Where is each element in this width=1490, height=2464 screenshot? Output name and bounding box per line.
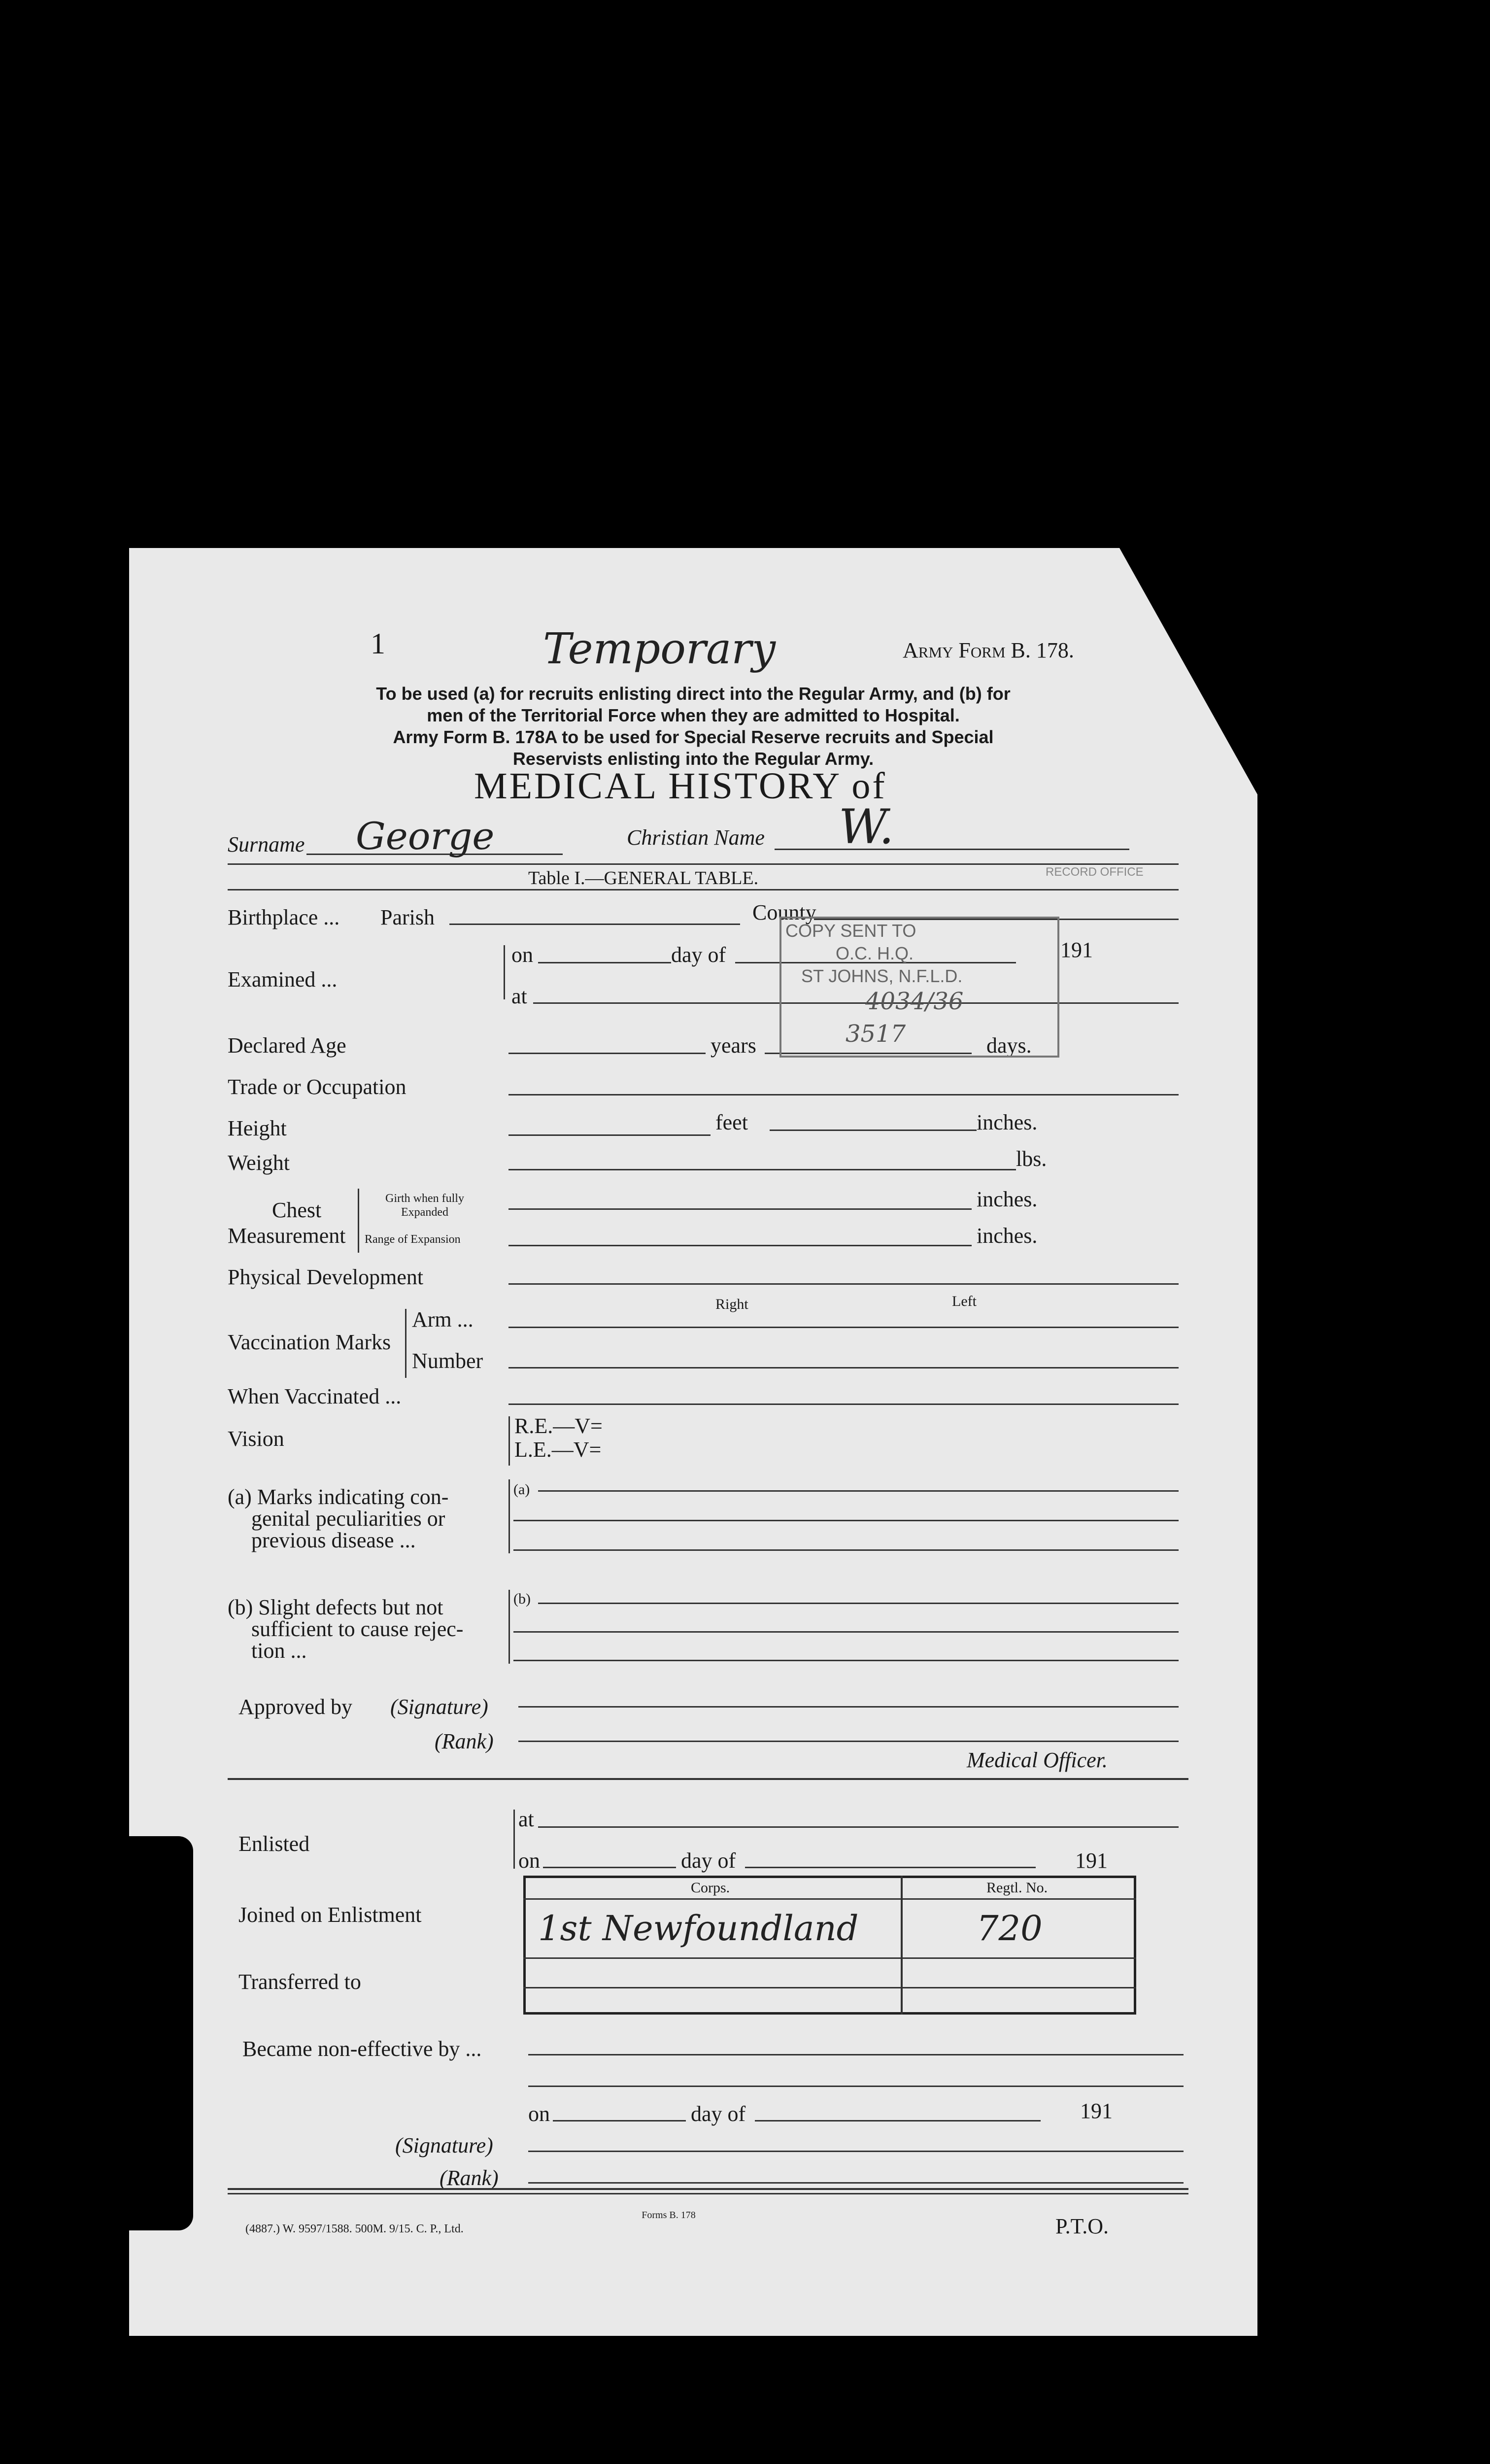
range-label: Range of Expansion	[365, 1233, 461, 1246]
right-eye-label: R.E.—V=	[514, 1414, 603, 1438]
stamp-line-2: O.C. H.Q.	[836, 943, 914, 963]
chest-label: Chest	[272, 1198, 322, 1222]
height-inches-label: inches.	[977, 1110, 1038, 1134]
range-inches-label: inches.	[977, 1224, 1038, 1248]
form-title: MEDICAL HISTORY of	[474, 765, 887, 807]
marks-a-line-2: genital peculiarities or	[251, 1506, 445, 1531]
right-column-label: Right	[715, 1296, 748, 1312]
vaccination-marks-label: Vaccination Marks	[228, 1330, 391, 1354]
approved-signature-label: (Signature)	[390, 1695, 488, 1719]
copy-sent-stamp	[779, 917, 1059, 1058]
forms-reference: Forms B. 178	[642, 2210, 696, 2221]
county-label: County	[752, 900, 816, 924]
print-code: (4887.) W. 9597/1588. 500M. 9/15. C. P., Ltd.	[245, 2223, 464, 2235]
pto-label: P.T.O.	[1055, 2214, 1109, 2238]
parish-label: Parish	[380, 905, 435, 929]
enlisted-label: Enlisted	[238, 1832, 310, 1856]
examined-year-label: 191	[1060, 938, 1093, 962]
height-label: Height	[228, 1116, 287, 1140]
binding-tab	[129, 1836, 193, 2230]
notice-line-4: Reservists enlisting into the Regular Army.	[512, 749, 874, 769]
non-effective-rank-label: (Rank)	[440, 2166, 499, 2190]
enlisted-at-label: at	[518, 1807, 534, 1831]
marks-a-field-label: (a)	[513, 1481, 530, 1498]
days-label: days.	[986, 1033, 1032, 1058]
declared-age-label: Declared Age	[228, 1033, 346, 1058]
surname-value: George	[356, 814, 495, 858]
joined-on-enlistment-label: Joined on Enlistment	[238, 1903, 422, 1927]
record-office-stamp: RECORD OFFICE	[1046, 865, 1144, 879]
weight-label: Weight	[228, 1151, 290, 1175]
defects-b-field-label: (b)	[513, 1591, 531, 1607]
defects-b-line-3: tion ...	[251, 1639, 307, 1663]
left-eye-label: L.E.—V=	[514, 1437, 602, 1462]
when-vaccinated-label: When Vaccinated ...	[228, 1384, 402, 1408]
non-effective-on-label: on	[528, 2102, 550, 2126]
feet-label: feet	[715, 1110, 748, 1134]
form-id: Army Form B. 178.	[903, 638, 1074, 662]
stamp-reference-1: 4034/36	[865, 988, 964, 1015]
temporary-note: Temporary	[543, 624, 776, 674]
christian-name-value: W.	[839, 799, 894, 855]
examined-at-label: at	[511, 984, 527, 1008]
girth-label: Girth when fully Expanded	[385, 1192, 464, 1219]
enlisted-on-label: on	[518, 1848, 540, 1873]
corps-column-header: Corps.	[691, 1880, 730, 1896]
approved-by-label: Approved by	[238, 1695, 352, 1719]
approved-rank-label: (Rank)	[435, 1729, 494, 1753]
medical-history-form	[129, 548, 1257, 2336]
vision-label: Vision	[228, 1427, 284, 1451]
birthplace-label: Birthplace ...	[228, 905, 340, 929]
physical-development-label: Physical Development	[228, 1265, 424, 1289]
examined-label: Examined ...	[228, 967, 338, 992]
regtl-no-column-header: Regtl. No.	[986, 1880, 1048, 1896]
examined-day-of-label: day of	[671, 943, 726, 967]
christian-name-label: Christian Name	[627, 825, 765, 850]
left-column-label: Left	[952, 1293, 977, 1309]
examined-on-label: on	[511, 943, 533, 967]
surname-label: Surname	[228, 832, 305, 856]
transferred-to-label: Transferred to	[238, 1970, 361, 1994]
defects-b-line-2: sufficient to cause rejec-	[251, 1617, 464, 1641]
trade-label: Trade or Occupation	[228, 1075, 406, 1099]
marks-a-line-1: (a) Marks indicating con-	[228, 1485, 449, 1509]
non-effective-signature-label: (Signature)	[395, 2133, 493, 2157]
measurement-label: Measurement	[228, 1224, 346, 1248]
vaccination-number-label: Number	[412, 1349, 483, 1373]
lbs-label: lbs.	[1016, 1147, 1047, 1171]
medical-officer-label: Medical Officer.	[967, 1748, 1108, 1772]
enlisted-day-of-label: day of	[681, 1848, 736, 1873]
number-mark: 1	[371, 627, 385, 660]
notice-line-3: Army Form B. 178A to be used for Special Reserve recruits and Special	[393, 727, 994, 747]
enlisted-year-label: 191	[1075, 1848, 1108, 1873]
non-effective-day-of-label: day of	[691, 2102, 746, 2126]
regtl-no-value: 720	[977, 1908, 1043, 1949]
notice-line-2: men of the Territorial Force when they are admitted to Hospital.	[427, 705, 960, 725]
vaccination-arm-label: Arm ...	[412, 1307, 474, 1332]
notice-line-1: To be used (a) for recruits enlisting direct into the Regular Army, and (b) for	[376, 684, 1011, 704]
girth-inches-label: inches.	[977, 1187, 1038, 1211]
defects-b-line-1: (b) Slight defects but not	[228, 1595, 443, 1619]
stamp-line-3: ST JOHNS, N.F.L.D.	[801, 966, 963, 986]
stamp-line-1: COPY SENT TO	[785, 921, 916, 941]
corps-value: 1st Newfoundland	[538, 1908, 859, 1949]
marks-a-line-3: previous disease ...	[251, 1528, 416, 1552]
non-effective-year-label: 191	[1080, 2099, 1113, 2123]
non-effective-label: Became non-effective by ...	[242, 2037, 482, 2061]
page-fold-corner	[129, 548, 1257, 2336]
stamp-reference-2: 3517	[846, 1020, 906, 1048]
years-label: years	[711, 1033, 756, 1058]
table-title: Table I.—GENERAL TABLE.	[528, 868, 759, 889]
